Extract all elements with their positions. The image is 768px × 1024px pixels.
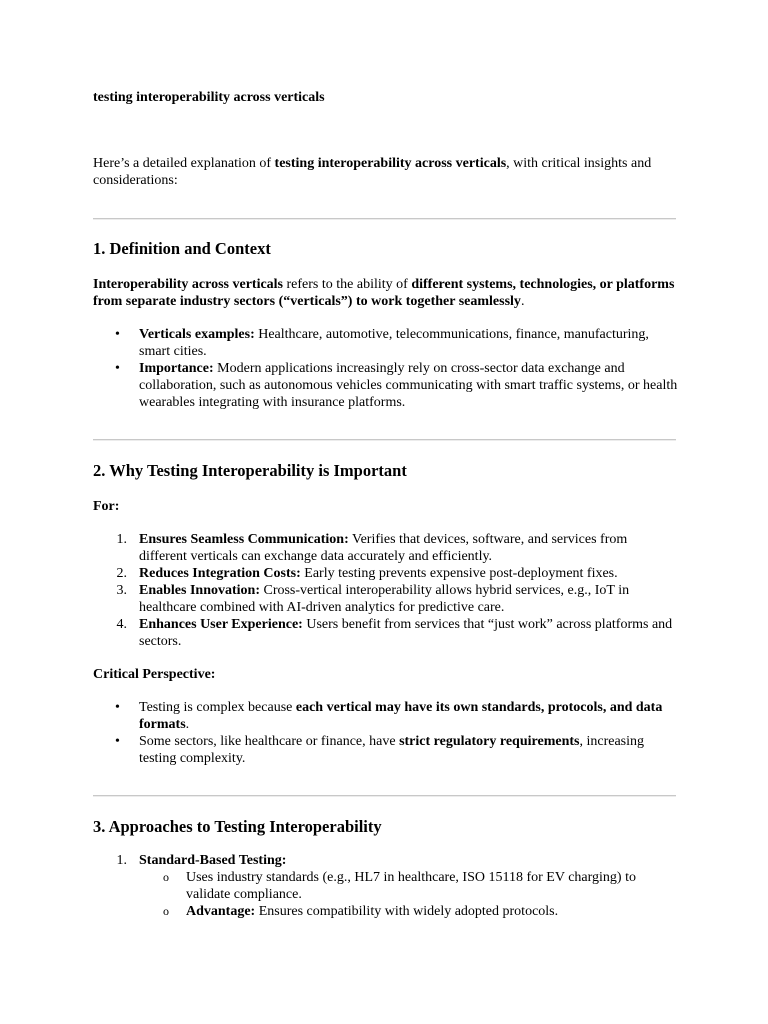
document-title: testing interoperability across verticals: [93, 90, 325, 105]
hollow-bullet-icon: o: [163, 870, 169, 884]
list-number: 4.: [116, 617, 127, 632]
intro-paragraph: Here’s a detailed explanation of testing interoperability across verticals, with critical insights and considerations:: [93, 156, 652, 188]
section-3-numbered-list: [93, 852, 678, 869]
section-3-heading: 3. Approaches to Testing Interoperability: [93, 817, 382, 836]
list-item: • Importance: Modern applications increasingly rely on cross-sector data exchange and collaboration, such as autonomous vehicles communicating with smart traffic systems, or health wearables integrating with insurance platforms.: [115, 361, 678, 410]
list-item: 3. Enables Innovation: Cross-vertical interoperability allows hybrid services, e.g., IoT in healthcare combined with AI-driven analytics for predictive care.: [93, 582, 678, 616]
sub-list-item: o Advantage: Ensures compatibility with widely adopted protocols.: [163, 904, 559, 919]
list-item: • Testing is complex because each vertical may have its own standards, protocols, and data formats.: [115, 700, 663, 732]
for-label: For:: [93, 499, 120, 514]
list-item: • Some sectors, like healthcare or finance, have strict regulatory requirements, increasing testing complexity.: [115, 734, 644, 766]
list-number: 3.: [116, 583, 127, 598]
list-item: 4. Enhances User Experience: Users benefit from services that “just work” across platforms and sectors.: [93, 616, 678, 650]
bullet-icon: •: [115, 327, 120, 342]
list-item: 1. Standard-Based Testing:: [93, 852, 678, 869]
section-1-heading: 1. Definition and Context: [93, 239, 271, 258]
section-divider: [93, 795, 676, 797]
list-item: 2. Reduces Integration Costs: Early testing prevents expensive post-deployment fixes.: [93, 565, 678, 582]
list-number: 2.: [116, 566, 127, 581]
section-3-sub-list: [93, 869, 678, 920]
list-number: 1.: [116, 532, 127, 547]
sub-list-item: o Uses industry standards (e.g., HL7 in healthcare, ISO 15118 for EV charging) to validate compliance.: [163, 870, 636, 902]
section-divider: [93, 218, 676, 220]
bullet-icon: •: [115, 361, 120, 376]
section-2-heading: 2. Why Testing Interoperability is Important: [93, 461, 407, 480]
bullet-icon: •: [115, 700, 120, 715]
critical-perspective-list: [93, 699, 678, 767]
list-item: 1. Ensures Seamless Communication: Verifies that devices, software, and services from different verticals can exchange data accurately and efficiently.: [93, 531, 678, 565]
section-2-numbered-list: [93, 531, 678, 650]
section-1-paragraph: Interoperability across verticals refers to the ability of different systems, technologies, or platforms from separate industry sectors (“verticals”) to work together seamlessly.: [93, 277, 675, 309]
list-number: 1.: [116, 853, 127, 868]
section-divider: [93, 439, 676, 441]
hollow-bullet-icon: o: [163, 904, 169, 918]
section-1-bullet-list: [93, 326, 678, 411]
bullet-icon: •: [115, 734, 120, 749]
critical-perspective-label: Critical Perspective:: [93, 667, 216, 682]
list-item: • Verticals examples: Healthcare, automotive, telecommunications, finance, manufacturing, smart cities.: [115, 327, 649, 359]
